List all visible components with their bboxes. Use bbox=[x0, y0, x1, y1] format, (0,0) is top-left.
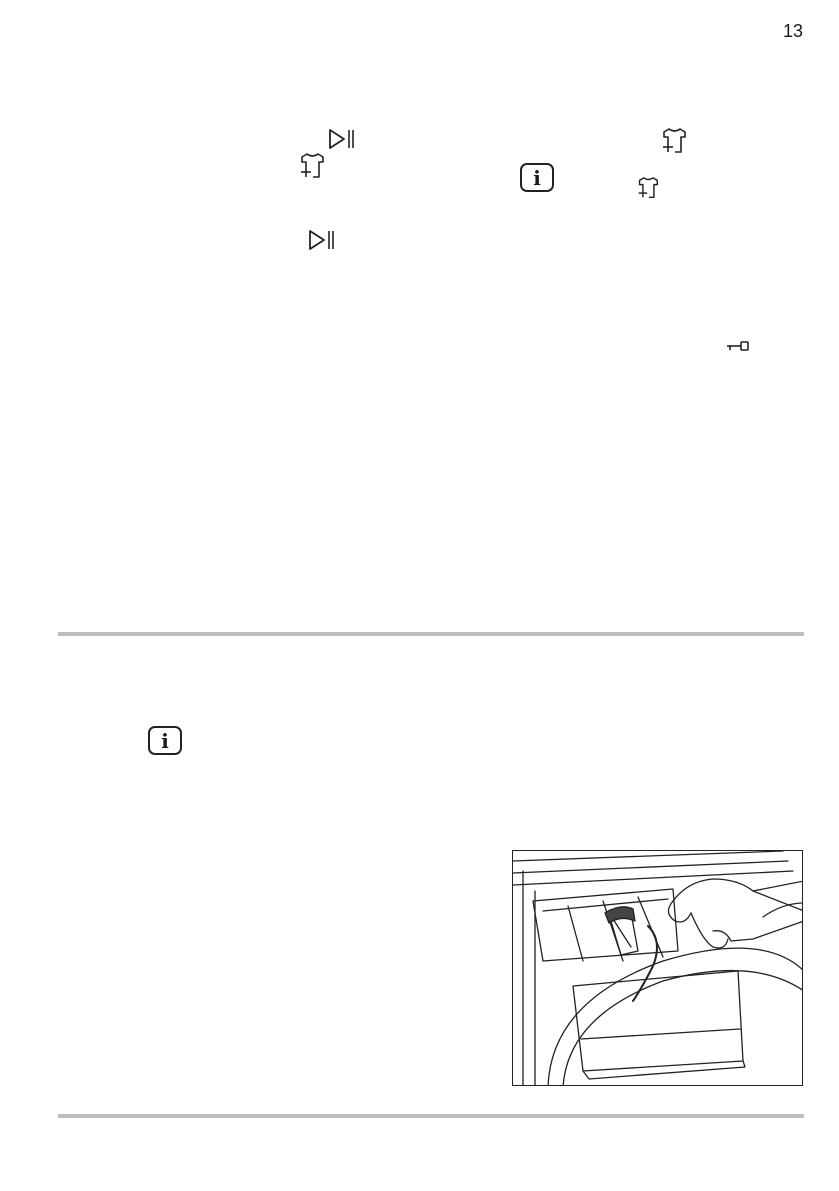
info-icon bbox=[520, 163, 554, 192]
start-pause-icon bbox=[308, 229, 338, 251]
section-divider bbox=[58, 1114, 804, 1118]
section-divider bbox=[58, 632, 804, 636]
info-glyph: i bbox=[533, 165, 541, 190]
info-icon bbox=[148, 726, 182, 755]
add-garment-icon bbox=[661, 127, 687, 155]
info-glyph: i bbox=[161, 728, 169, 753]
door-lock-icon bbox=[726, 340, 750, 352]
add-garment-icon bbox=[637, 176, 659, 200]
add-garment-icon bbox=[299, 152, 325, 180]
start-pause-icon bbox=[328, 128, 358, 150]
page-number: 13 bbox=[782, 21, 803, 41]
dispenser-illustration bbox=[512, 850, 803, 1086]
dispenser-drawing bbox=[513, 851, 803, 1086]
